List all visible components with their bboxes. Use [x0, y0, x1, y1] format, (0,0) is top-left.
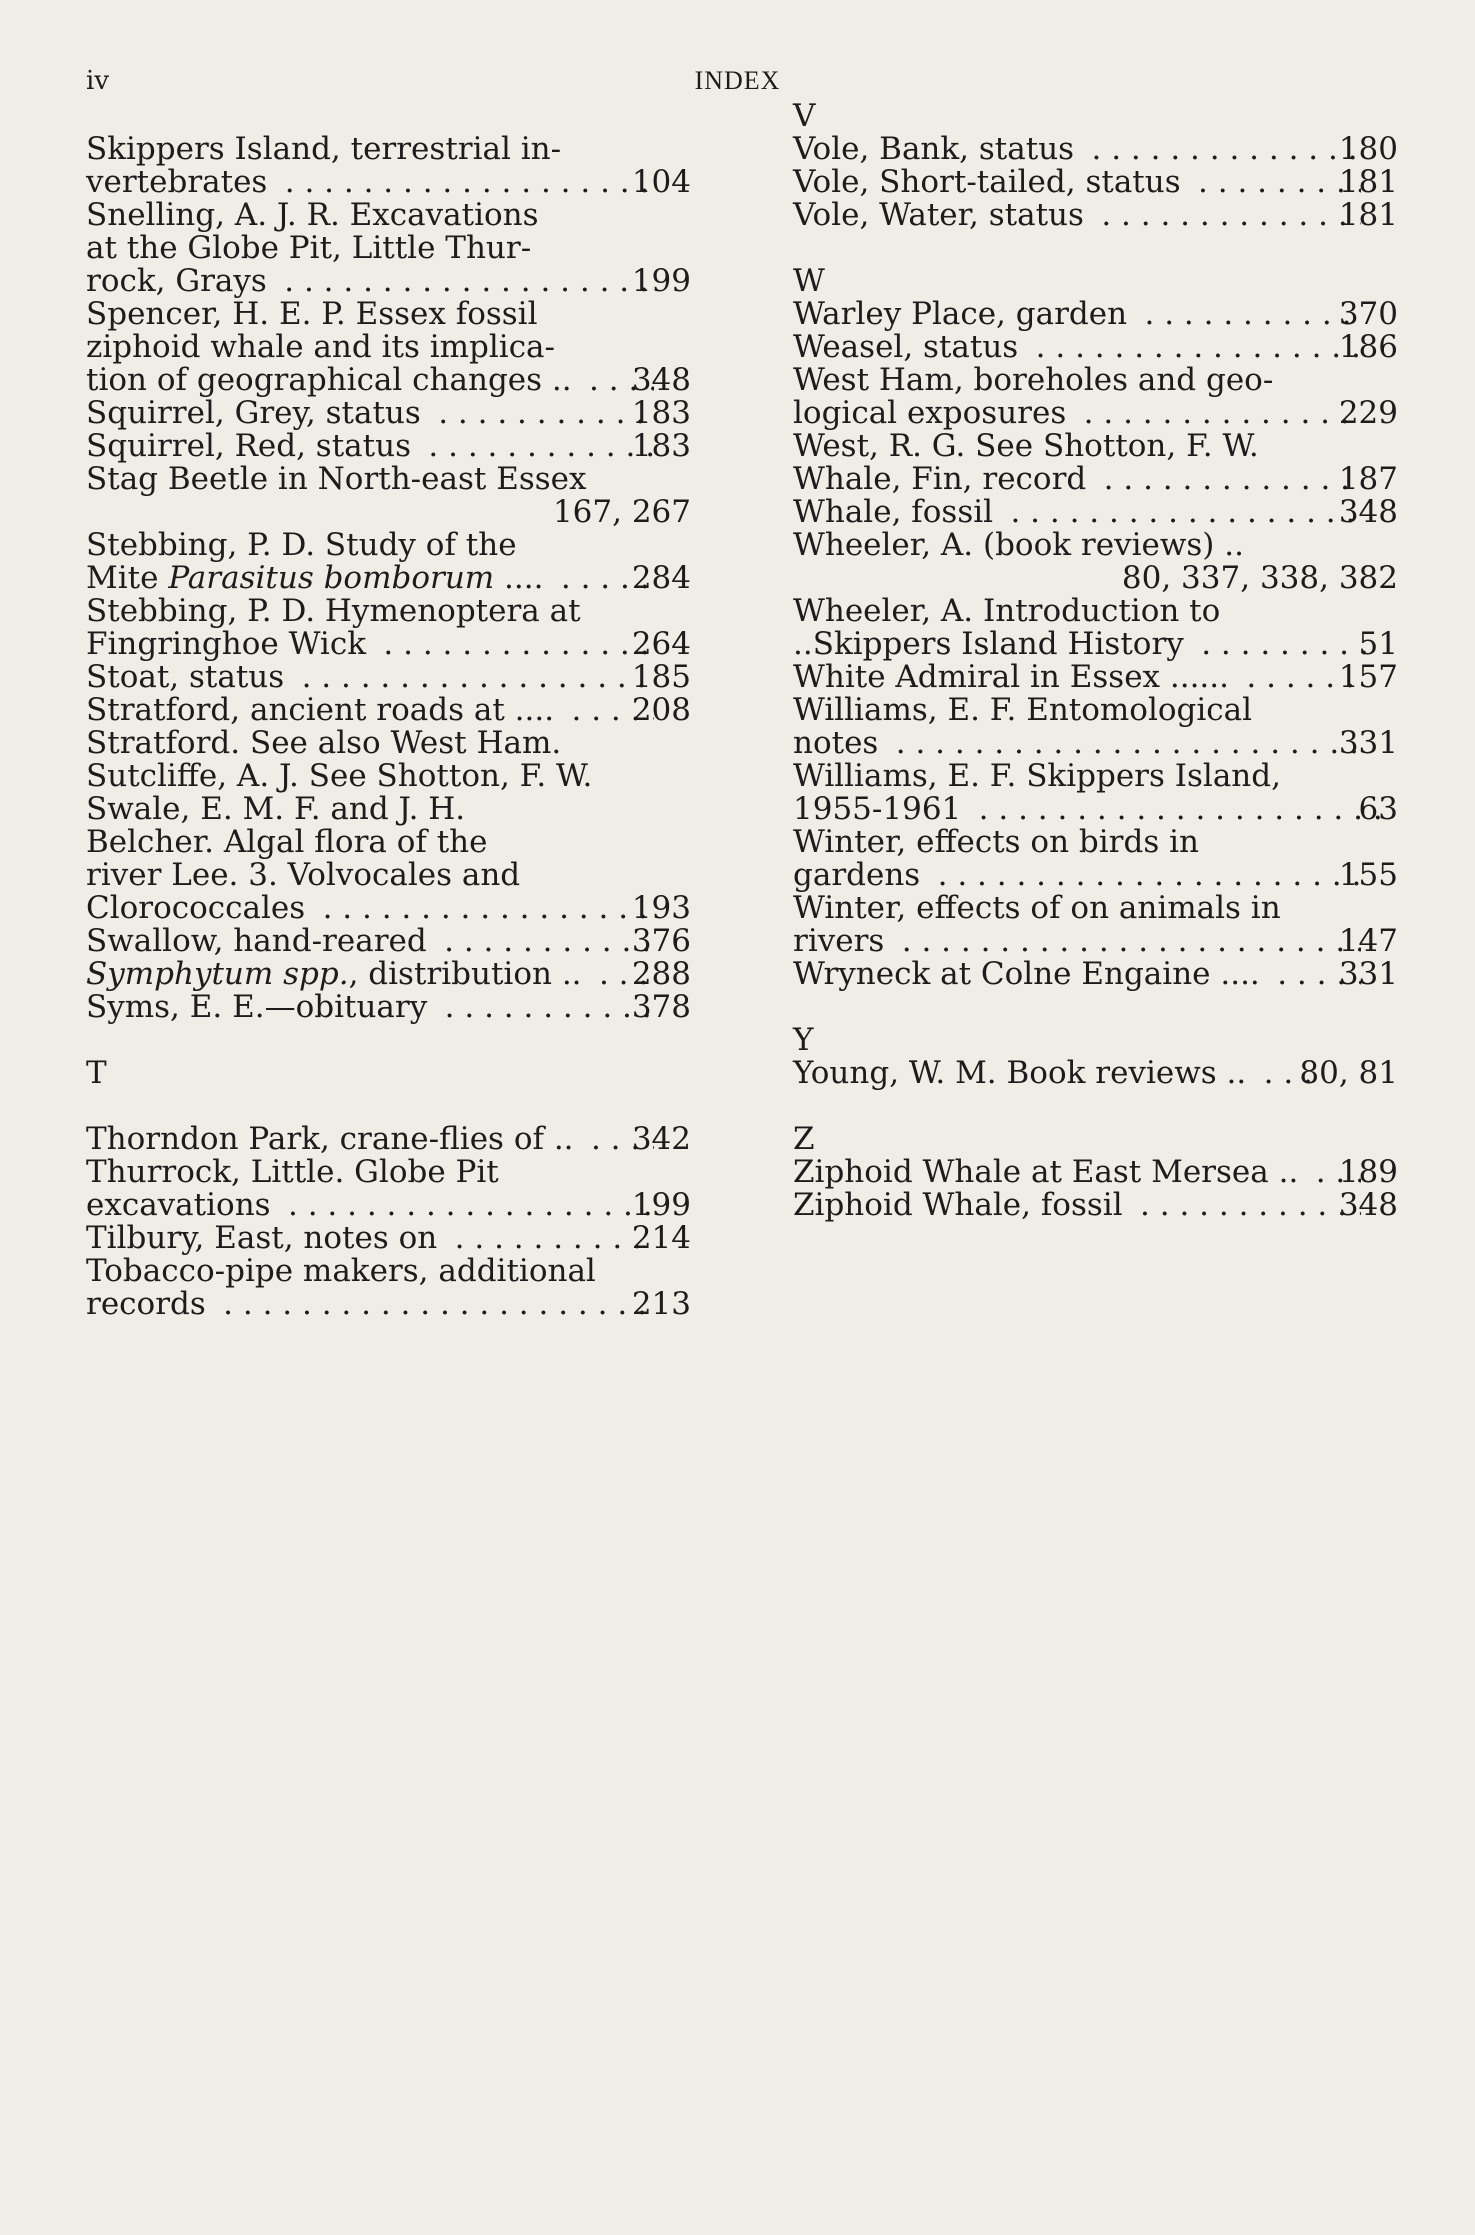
index-entry [86, 463, 691, 529]
entry-text: Snelling, A. J. R. Excavations [86, 197, 539, 233]
page-ref: 370 [1338, 296, 1398, 332]
dot-leader [1090, 199, 1361, 232]
dot-leader [1133, 298, 1361, 331]
entry-text: Stratford, ancient roads at .... [86, 692, 555, 728]
page-ref: 264 [631, 626, 691, 662]
entry-text: Ziphoid Whale at East Mersea .. [793, 1154, 1299, 1190]
page-ref: 208 [631, 692, 691, 728]
entry-text: Fingringhoe Wick [86, 626, 366, 662]
entry-text: Whale, Fin, record [793, 461, 1087, 497]
entry-text: Thurrock, Little. Globe Pit [86, 1154, 499, 1190]
index-entry [793, 826, 1398, 892]
dot-leader [890, 925, 1361, 958]
index-entry [86, 760, 691, 793]
entry-text: Belcher. Algal flora of the [86, 824, 488, 860]
page-ref: 155 [1338, 857, 1398, 893]
entry-text: ziphoid whale and its implica- [86, 329, 556, 365]
entry-text: Warley Place, garden [793, 296, 1128, 332]
page-ref: 342 [631, 1121, 691, 1157]
index-entry [86, 793, 691, 925]
index-entry [86, 727, 691, 760]
entry-line [793, 956, 1398, 992]
entry-text: Sutcliffe, A. J. See Shotton, F. W. [86, 758, 593, 794]
index-section-v [793, 133, 1398, 232]
index-entry [793, 133, 1398, 166]
entry-text: West Ham, boreholes and geo- [793, 362, 1274, 398]
page-ref: 186 [1338, 329, 1398, 365]
page-ref: 183 [631, 428, 691, 464]
entry-line [793, 626, 1398, 662]
index-entry [793, 331, 1398, 364]
letter-heading-t: T [86, 1055, 107, 1091]
entry-text: Clorococcales [86, 890, 306, 926]
dot-leader [427, 397, 654, 430]
entry-text: Wheeler, A. Introduction to [793, 593, 1221, 629]
entry-text: 1955-1961 [793, 791, 962, 827]
page-ref: 348 [1338, 1187, 1398, 1223]
entry-line [793, 461, 1398, 497]
page-ref: 348 [1338, 494, 1398, 530]
entry-text: notes [793, 725, 879, 761]
entry-line [793, 659, 1398, 695]
entry-line [86, 659, 691, 695]
entry-text: river Lee. 3. Volvocales and [86, 857, 521, 893]
entry-text: Spencer, H. E. P. Essex fossil [86, 296, 538, 332]
entry-line [86, 989, 691, 1025]
entry-line [793, 923, 1398, 959]
entry-text: Squirrel, Red, status [86, 428, 411, 464]
entry-text: Tobacco-pipe makers, additional [86, 1253, 596, 1289]
entry-text: Squirrel, Grey, status [86, 395, 421, 431]
page-ref: 378 [631, 989, 691, 1025]
dot-leader [433, 991, 654, 1024]
index-section-y [793, 1057, 1398, 1090]
letter-heading-z: Z [793, 1121, 815, 1157]
page-ref: 284 [631, 560, 691, 596]
dot-leader [999, 496, 1361, 529]
index-entry [793, 430, 1398, 463]
entry-text: West, R. G. See Shotton, F. W. [793, 428, 1259, 464]
dot-leader [884, 727, 1360, 760]
entry-text: records [86, 1286, 206, 1322]
page-ref: 214 [631, 1220, 691, 1256]
entry-line [86, 428, 691, 464]
entry-text: Stratford. See also West Ham. [86, 725, 562, 761]
entry-text: Stebbing, P. D. Hymenoptera at [86, 593, 581, 629]
letter-heading-v: V [793, 98, 816, 134]
page-ref: 80, 337, 338, 382 [1121, 560, 1398, 596]
index-entry [793, 1156, 1398, 1189]
entry-text: Swale, E. M. F. and J. H. [86, 791, 466, 827]
entry-line [86, 362, 691, 398]
index-entry [86, 595, 691, 661]
page-ref: 181 [1338, 164, 1398, 200]
entry-line [86, 1286, 691, 1322]
entry-line [86, 164, 691, 200]
entry-line [86, 395, 691, 431]
dot-leader [433, 925, 654, 958]
dot-leader [967, 793, 1380, 826]
page-ref: 180 [1338, 131, 1398, 167]
entry-line [793, 1187, 1398, 1223]
entry-line [793, 329, 1398, 365]
page-ref: 104 [631, 164, 691, 200]
entry-text: Young, W. M. Book reviews .. [793, 1055, 1247, 1091]
entry-text: Wheeler, A. (book reviews) .. [793, 527, 1244, 563]
page-ref: 80, 81 [1299, 1055, 1398, 1091]
index-entry [793, 958, 1398, 991]
dot-leader [1024, 331, 1361, 364]
entry-text: Weasel, status [793, 329, 1019, 365]
entry-text: vertebrates [86, 164, 268, 200]
entry-text: Winter, effects of on animals in [793, 890, 1281, 926]
page-ref: 51 [1358, 626, 1398, 662]
index-entry [86, 661, 691, 694]
index-entry [86, 298, 691, 397]
index-entry [86, 958, 691, 991]
entry-text: excavations [86, 1187, 271, 1223]
page-ref: 167, 267 [552, 494, 691, 530]
index-entry [793, 1057, 1398, 1090]
index-entry [793, 496, 1398, 529]
dot-leader [443, 1222, 654, 1255]
entry-line [793, 857, 1398, 893]
entry-line [86, 923, 691, 959]
index-entry [86, 925, 691, 958]
entry-line [793, 494, 1398, 530]
dot-leader [1187, 166, 1361, 199]
page-ref: 376 [631, 923, 691, 959]
entry-text: Vole, Bank, status [793, 131, 1075, 167]
index-entry [86, 133, 691, 199]
entry-line [793, 296, 1398, 332]
entry-line [86, 692, 691, 728]
index-entry [86, 991, 691, 1024]
entry-line [86, 956, 691, 992]
index-entry [86, 529, 691, 595]
index-entry [793, 694, 1398, 760]
entry-text: Symphytum spp., distribution .. [86, 956, 582, 992]
page-ref: 348 [631, 362, 691, 398]
entry-text: Wryneck at Colne Engaine .... [793, 956, 1260, 992]
entry-line [86, 560, 691, 596]
dot-leader [311, 892, 654, 925]
entry-text: Vole, Water, status [793, 197, 1084, 233]
entry-text: Whale, fossil [793, 494, 994, 530]
dot-leader [1072, 397, 1361, 430]
page-ref: 199 [631, 263, 691, 299]
dot-leader [212, 1288, 654, 1321]
page-ref: 187 [1338, 461, 1398, 497]
entry-line [793, 1055, 1398, 1091]
entry-text: rivers [793, 923, 885, 959]
entry-text: ..Skippers Island History [793, 626, 1184, 662]
entry-line [793, 164, 1398, 200]
entry-line [793, 725, 1398, 761]
dot-leader [1129, 1189, 1361, 1222]
entry-line [793, 197, 1398, 233]
entry-text: Stag Beetle in North-east Essex [86, 461, 587, 497]
letter-heading-w: W [793, 263, 825, 299]
page-ref: 288 [631, 956, 691, 992]
entry-text: Stoat, status [86, 659, 285, 695]
dot-leader [290, 661, 654, 694]
index-entry [793, 892, 1398, 958]
page-ref: 199 [631, 1187, 691, 1223]
entry-line [793, 1154, 1398, 1190]
page-ref: 63 [1358, 791, 1398, 827]
entry-text: rock, Grays [86, 263, 267, 299]
entry-line [86, 1121, 691, 1157]
index-entry [793, 760, 1398, 826]
dot-leader [417, 430, 654, 463]
page-title: INDEX [694, 66, 781, 95]
index-entry [86, 1222, 691, 1255]
index-entry [793, 661, 1398, 694]
entry-text: Williams, E. F. Entomological [793, 692, 1253, 728]
page-ref: 229 [1338, 395, 1398, 431]
entry-text: Swallow, hand-reared [86, 923, 427, 959]
index-entry [793, 166, 1398, 199]
entry-text: Ziphoid Whale, fossil [793, 1187, 1123, 1223]
right-column [793, 98, 1398, 1223]
index-entry [793, 1189, 1398, 1222]
page-ref: 331 [1338, 956, 1398, 992]
entry-line [86, 1187, 691, 1223]
index-entry [793, 364, 1398, 430]
dot-leader [926, 859, 1361, 892]
entry-text: Syms, E. E.—obituary [86, 989, 428, 1025]
entry-text: Thorndon Park, crane-flies of .. [86, 1121, 574, 1157]
entry-text: tion of geographical changes .. [86, 362, 572, 398]
dot-leader [1080, 133, 1361, 166]
entry-text: Stebbing, P. D. Study of the [86, 527, 517, 563]
index-entry [793, 529, 1398, 595]
page-ref: 183 [631, 395, 691, 431]
dot-leader [1190, 628, 1381, 661]
index-entry [793, 463, 1398, 496]
index-entry [86, 430, 691, 463]
entry-text: Williams, E. F. Skippers Island, [793, 758, 1281, 794]
index-entry [86, 1255, 691, 1321]
entry-line [86, 626, 691, 662]
dot-leader [372, 628, 654, 661]
entry-line [86, 890, 691, 926]
dot-leader [1092, 463, 1361, 496]
index-entry [86, 397, 691, 430]
index-entry [793, 199, 1398, 232]
index-entry [86, 1156, 691, 1222]
entry-line [793, 791, 1398, 827]
page-ref: 213 [631, 1286, 691, 1322]
page-ref: 331 [1338, 725, 1398, 761]
entry-text: gardens [793, 857, 921, 893]
dot-leader [273, 265, 654, 298]
spacer [86, 1090, 691, 1123]
index-section-w [793, 298, 1398, 991]
page-number: iv [86, 66, 110, 96]
index-entry [793, 298, 1398, 331]
entry-text: Mite Parasitus bomborum .... [86, 560, 544, 596]
index-entry [86, 694, 691, 727]
entry-text: at the Globe Pit, Little Thur- [86, 230, 532, 266]
entry-text: Winter, effects on birds in [793, 824, 1199, 860]
entry-text: White Admiral in Essex ...... [793, 659, 1229, 695]
entry-line [793, 395, 1398, 431]
entry-text: Skippers Island, terrestrial in- [86, 131, 562, 167]
letter-heading-y: Y [793, 1022, 814, 1058]
page-ref: 185 [631, 659, 691, 695]
index-entry [86, 199, 691, 298]
index-section-z [793, 1156, 1398, 1222]
entry-line [86, 1220, 691, 1256]
page-ref: 181 [1338, 197, 1398, 233]
entry-text: Vole, Short-tailed, status [793, 164, 1181, 200]
dot-leader [273, 166, 653, 199]
entry-line [86, 263, 691, 299]
page-ref: 193 [631, 890, 691, 926]
page-ref: 189 [1338, 1154, 1398, 1190]
page-ref: 147 [1338, 923, 1398, 959]
index-section-s [86, 133, 691, 1024]
index-section-t [86, 1123, 691, 1321]
index-entry [86, 1123, 691, 1156]
left-column [86, 133, 691, 1321]
index-entry [793, 595, 1398, 661]
page-ref: 157 [1338, 659, 1398, 695]
entry-line [793, 131, 1398, 167]
entry-text: Tilbury, East, notes on [86, 1220, 438, 1256]
dot-leader [277, 1189, 654, 1222]
entry-text: logical exposures [793, 395, 1067, 431]
